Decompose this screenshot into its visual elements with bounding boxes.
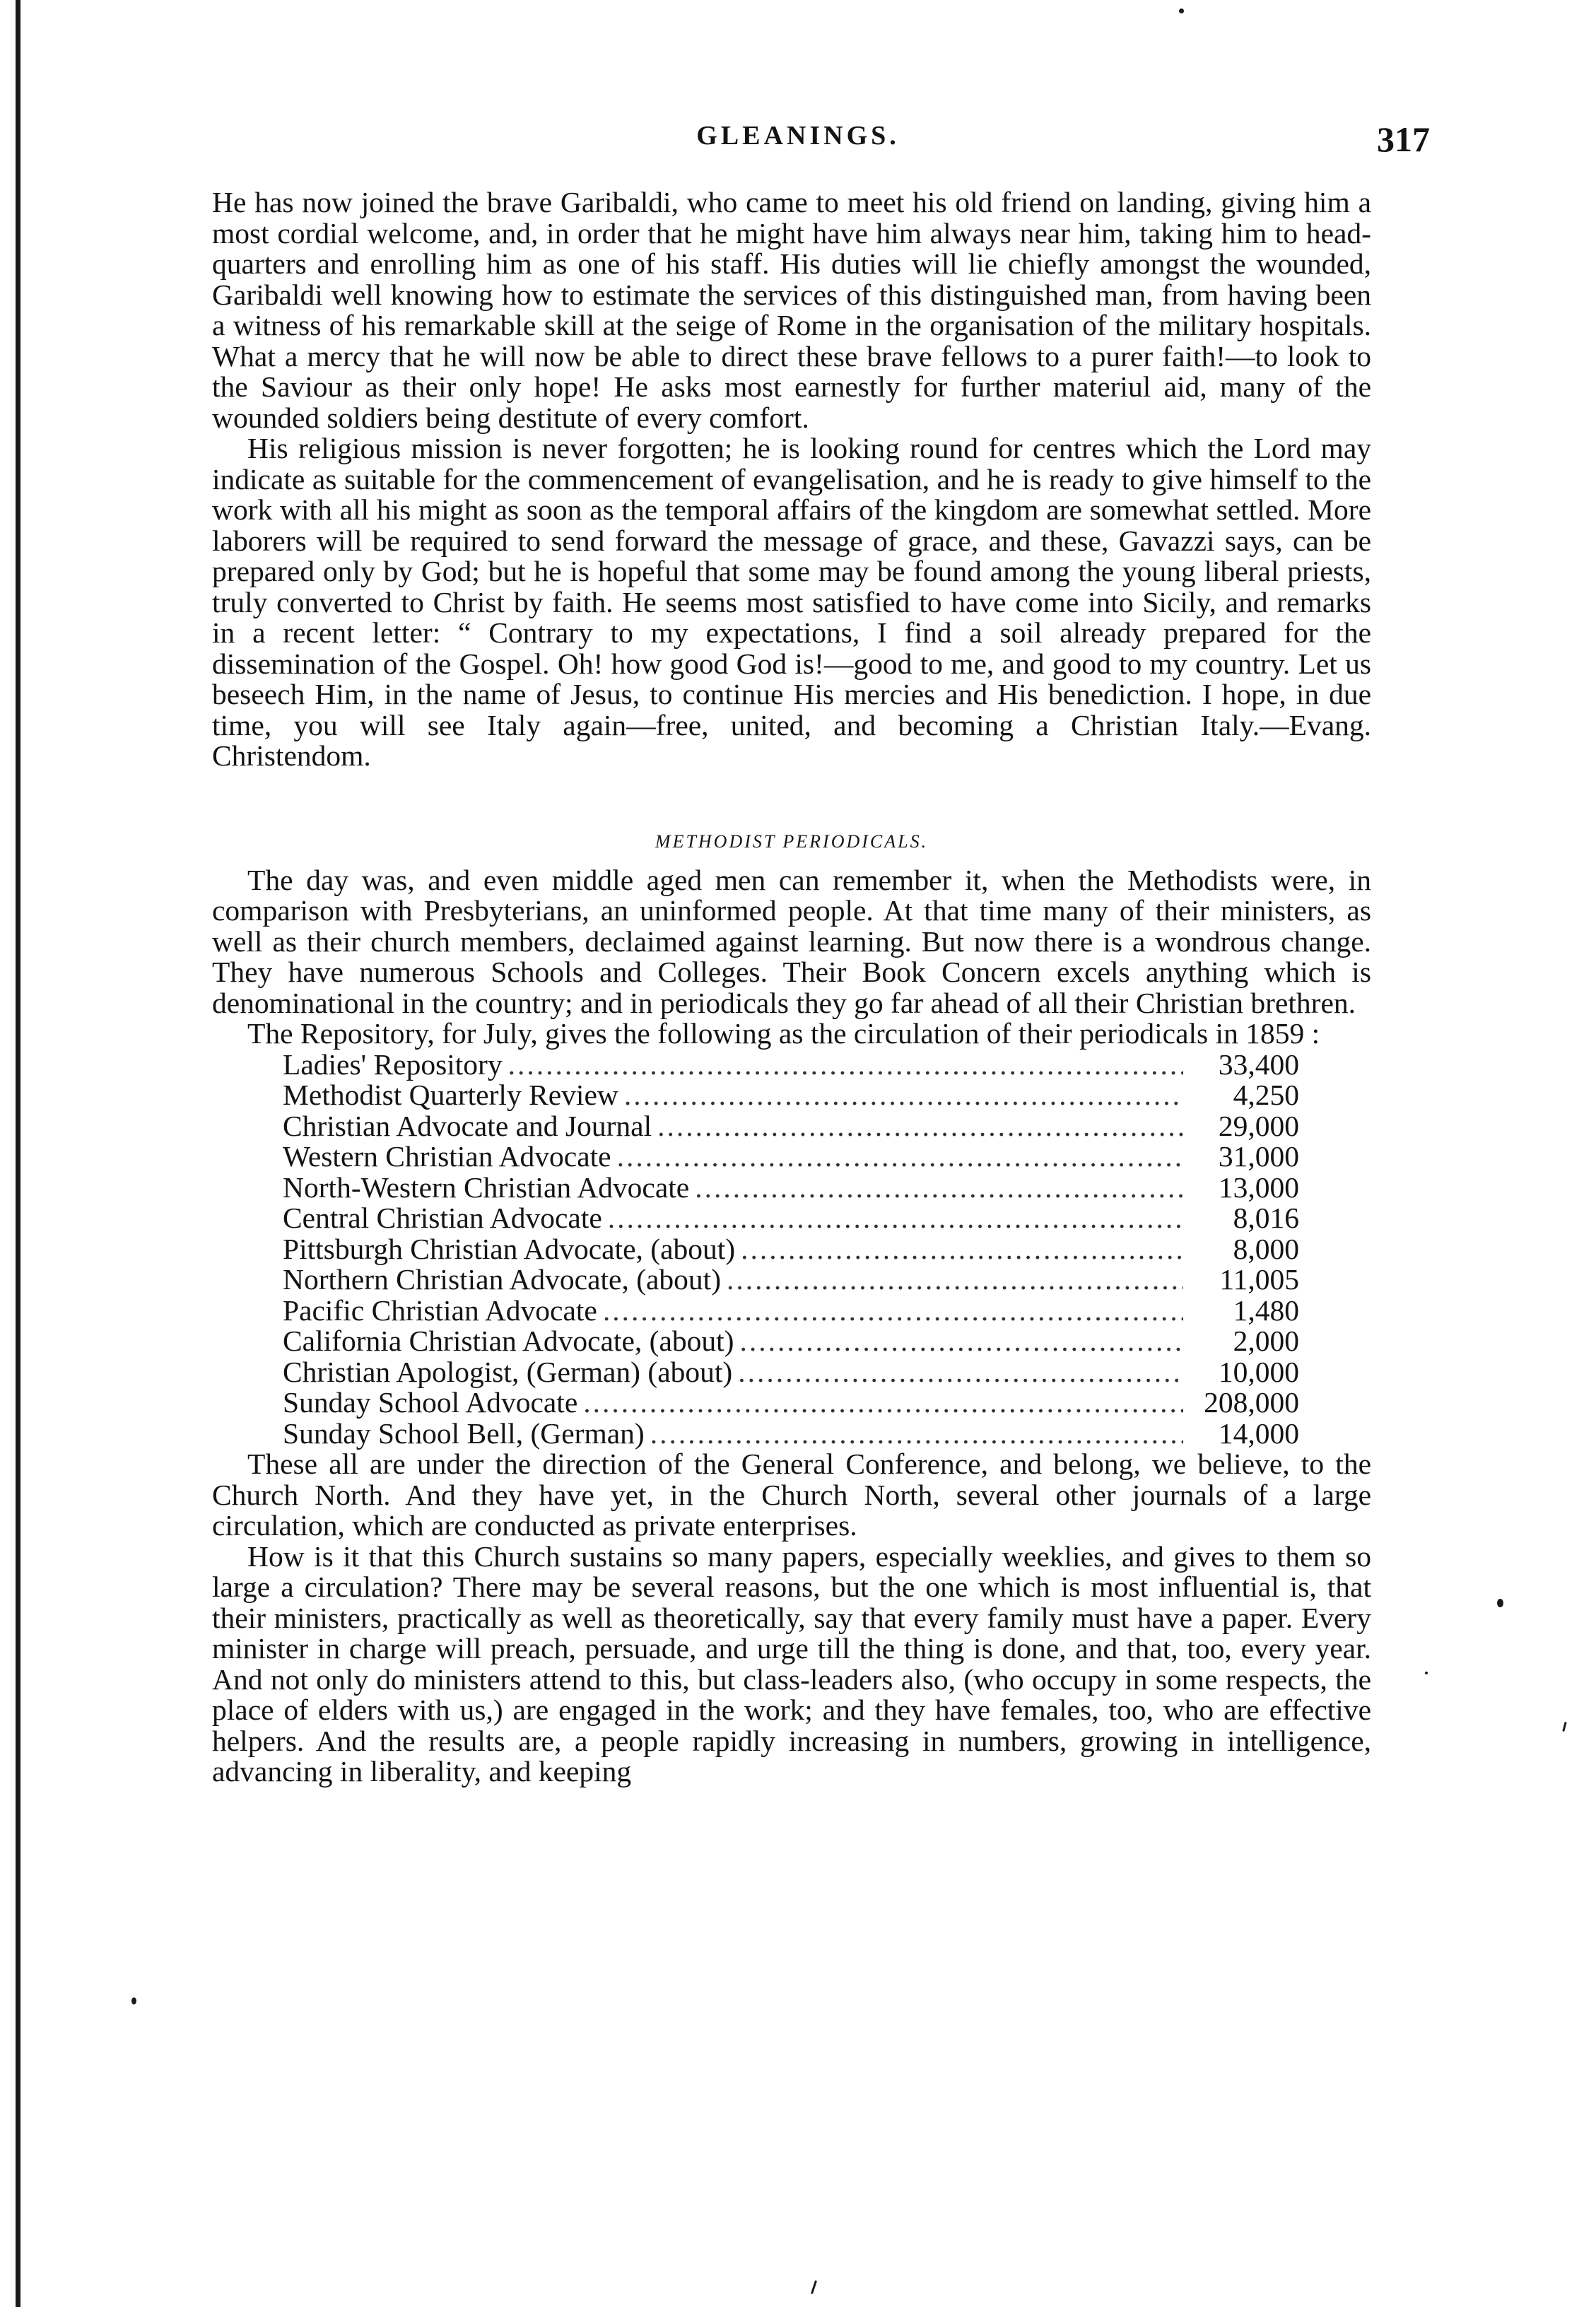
conference-paragraph: These all are under the direction of the General Conference, and belong, we believe, to the Church North. And they have yet, in the Church North, several other journals of a large circulation, which are conducted as private enterprises.: [212, 1448, 1371, 1542]
periodical-name: Pacific Christian Advocate: [283, 1293, 597, 1327]
periodical-name: Ladies' Repository: [283, 1047, 503, 1081]
ink-speck: [1497, 1599, 1503, 1607]
section-title: METHODIST PERIODICALS.: [655, 830, 929, 852]
periodical-name: Central Christian Advocate: [283, 1202, 602, 1234]
running-title: GLEANINGS.: [696, 121, 900, 151]
circulation-value: 31,000: [1218, 1140, 1299, 1173]
circulation-table-intro: The Repository, for July, gives the following as the circulation of their periodicals in 1859 :: [247, 1017, 1320, 1050]
periodical-name: Methodist Quarterly Review: [283, 1079, 618, 1111]
circulation-value: 2,000: [1233, 1325, 1299, 1357]
periodical-name: Christian Apologist, (German) (about): [283, 1355, 733, 1388]
page-number: 317: [1377, 119, 1430, 159]
ink-speck: [811, 2280, 817, 2294]
periodical-name: Sunday School Advocate: [283, 1386, 578, 1419]
circulation-reasons-paragraph: How is it that this Church sustains so many papers, especially weeklies, and gives to them so large a circulation? There may be several reasons, but the one which is most influential is, that their ministers, practically as well as theoretically, say that every family must have a paper. Every minister in charge will preach, persuade, and urge till the thing is done, and that, too, every year. And not only do ministers attend to this, but class-leaders also, (who occupy in some respects, the place of elders with us,) are engaged in the work; and they have females, too, who are effective helpers. And the results are, a people rapidly increasing in numbers, growing in intelligence, advancing in liberality, and keeping: [212, 1539, 1371, 1788]
methodist-intro-paragraph: The day was, and even middle aged men can remember it, when the Methodists were, in comparison with Presbyterians, an uninformed people. At that time many of their ministers, as well as their church members, declaimed against learning. But now there is a wondrous change. They have numerous Schools and Colleges. Their Book Concern excels anything which is denominational in the country; and in periodicals they go far ahead of all their Christian brethren.: [212, 863, 1371, 1019]
periodical-name: California Christian Advocate, (about): [283, 1325, 734, 1357]
periodical-name: North-Western Christian Advocate: [283, 1170, 690, 1204]
circulation-value: 10,000: [1218, 1355, 1299, 1388]
circulation-value: 29,000: [1218, 1109, 1299, 1142]
circulation-value: 8,000: [1233, 1232, 1299, 1265]
periodical-name: Sunday School Bell, (German): [283, 1416, 645, 1450]
circulation-value: 11,005: [1219, 1263, 1299, 1296]
circulation-value: 208,000: [1204, 1386, 1299, 1419]
circulation-value: 13,000: [1218, 1170, 1299, 1204]
periodical-name: Christian Advocate and Journal: [283, 1109, 652, 1142]
periodical-name: Pittsburgh Christian Advocate, (about): [283, 1232, 736, 1265]
circulation-value: 4,250: [1233, 1079, 1299, 1111]
periodical-name: Northern Christian Advocate, (about): [283, 1263, 722, 1296]
circulation-value: 33,400: [1218, 1047, 1299, 1081]
circulation-value: 1,480: [1233, 1293, 1299, 1327]
ink-speck: [1425, 1672, 1428, 1674]
ink-speck: [131, 1997, 136, 2004]
ink-speck: [1179, 8, 1184, 13]
circulation-value: 14,000: [1218, 1416, 1299, 1450]
garibaldi-paragraph-1: He has now joined the brave Garibaldi, who came to meet his old friend on landing, giving him a most cordial welcome, and, in order that he might have him always near him, taking him to head-quarters and enrolling him as one of his staff. His duties will lie chiefly amongst the wounded, Garibaldi well knowing how to estimate the services of this distinguished man, from having been a witness of his remarkable skill at the seige of Rome in the organisation of the military hospitals. What a mercy that he will now be able to direct these brave fellows to a purer faith!—to look to the Saviour as their only hope! He asks most earnestly for further materiul aid, many of the wounded soldiers being destitute of every comfort.: [212, 186, 1371, 434]
periodical-name: Western Christian Advocate: [283, 1140, 611, 1173]
garibaldi-paragraph-2: His religious mission is never forgotten; he is looking round for centres which the Lord may indicate as suitable for the commencement of evangelisation, and he is ready to give himself to the work with all his might as soon as the temporal affairs of the kingdom are somewhat settled. More laborers will be required to send forward the message of grace, and these, Gavazzi says, can be prepared only by God; but he is hopeful that some may be found among the young liberal priests, truly converted to Christ by faith. He seems most satisfied to have come into Sicily, and remarks in a recent letter: “ Contrary to my expectations, I find a soil already prepared for the dissemination of the Gospel. Oh! how good God is!—good to me, and good to my country. Let us beseech Him, in the name of Jesus, to continue His mercies and His benediction. I hope, in due time, you will see Italy again—free, united, and becoming a Christian Italy.—Evang. Christendom.: [212, 432, 1371, 772]
circulation-value: 8,016: [1233, 1202, 1299, 1234]
ink-speck: [1562, 1722, 1567, 1732]
